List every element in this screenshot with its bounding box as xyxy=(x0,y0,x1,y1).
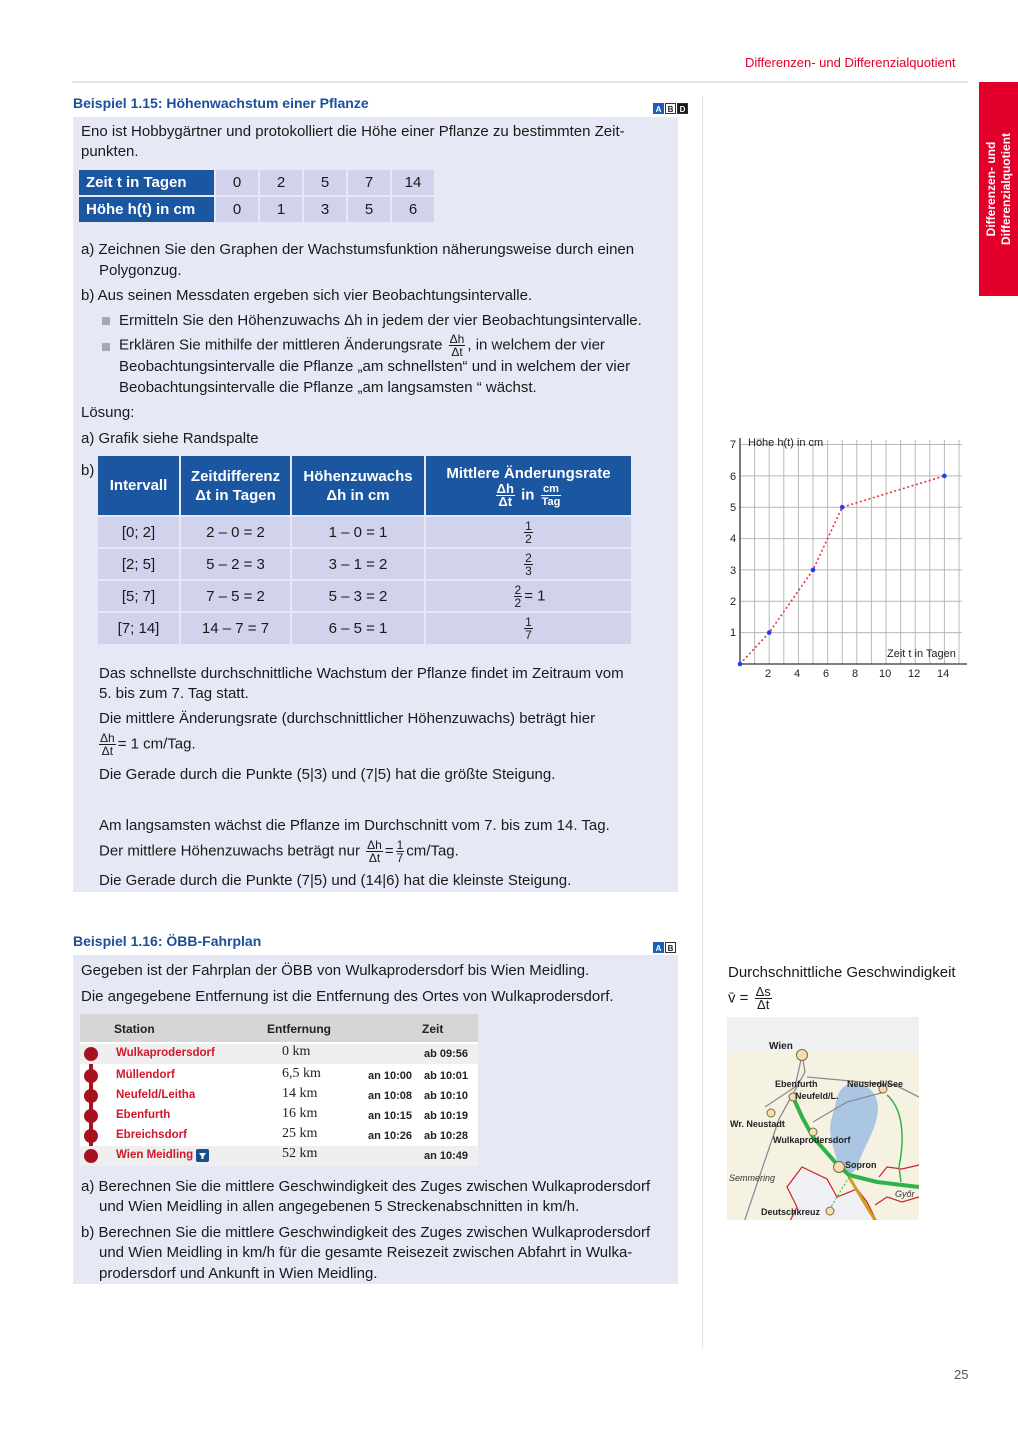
solution-label: Lösung: xyxy=(81,404,135,421)
departure: ab 09:56 xyxy=(424,1048,469,1060)
arrival: an 10:15 xyxy=(368,1110,413,1122)
t-value: 7 xyxy=(346,170,390,195)
timetable-row xyxy=(80,1044,478,1064)
rate-fraction: $\frac{\Delta h}{\Delta t}$ xyxy=(449,332,465,359)
col-header-time: Zeit xyxy=(422,1022,444,1036)
dt-cell: 7 – 5 = 2 xyxy=(180,580,291,612)
competency-badges-1-16 xyxy=(653,942,676,953)
col-header-time-diff: Zeitdifferenz Δt in Tagen xyxy=(180,456,291,516)
intro-line-2: punkten. xyxy=(81,143,139,160)
svg-text:Neufeld/L.: Neufeld/L. xyxy=(795,1091,839,1101)
solution-b-label: b) xyxy=(81,462,95,479)
side-tab-line-1: Differenzen- und xyxy=(983,141,998,237)
svg-text:14: 14 xyxy=(937,668,950,680)
task-a-line-2: und Wien Meidling in allen angegebenen 5 Streckenabschnitten in km/h. xyxy=(99,1198,580,1215)
rate-cell: $\frac{1}{2}$ xyxy=(425,516,631,548)
col-header-rate: Mittlere Änderungsrate $\frac{\Delta h}{\Delta t}$ in $\frac{cm}{\text{Tag}}$ xyxy=(425,456,631,516)
railway-map xyxy=(727,1017,919,1220)
intro-line-2: Die angegebene Entfernung ist die Entfernung des Ortes von Wulkaprodersdorf. xyxy=(81,988,614,1005)
margin-note-formula: v̄ = $\frac{\Delta s}{\Delta t}$ xyxy=(728,984,771,1012)
timetable-row xyxy=(80,1126,478,1146)
header-divider xyxy=(72,81,968,83)
dt-cell: 14 – 7 = 7 xyxy=(180,612,291,644)
height-growth-chart xyxy=(722,432,972,682)
solution-a: a) Grafik siehe Randspalte xyxy=(81,430,259,447)
timetable-row xyxy=(80,1066,478,1086)
distance: 0 km xyxy=(282,1044,311,1059)
interval-cell: [0; 2] xyxy=(98,516,180,548)
svg-text:3: 3 xyxy=(730,565,737,577)
departure: ab 10:01 xyxy=(424,1070,469,1082)
svg-text:Wr. Neustadt: Wr. Neustadt xyxy=(730,1119,785,1129)
station-dot-icon xyxy=(84,1129,98,1143)
task-b-line-2: und Wien Meidling in km/h für die gesamte Reisezeit zwischen Abfahrt in Wulka- xyxy=(99,1244,633,1261)
measurement-table xyxy=(79,168,434,224)
distance: 14 km xyxy=(282,1086,318,1101)
station-dot-icon xyxy=(84,1149,98,1163)
arrival: an 10:26 xyxy=(368,1130,413,1142)
dh-cell: 6 – 5 = 1 xyxy=(291,612,425,644)
task-a-line-2: Polygonzug. xyxy=(99,262,182,279)
margin-column-divider xyxy=(702,96,703,1348)
distance: 25 km xyxy=(282,1126,318,1141)
task-b-bullet-2-line-3: Beobachtungsintervalle die Pflanze „am langsamsten “ wächst. xyxy=(119,379,537,396)
side-tab-line-2: Differenzialquotient xyxy=(998,132,1013,246)
svg-text:Győr: Győr xyxy=(895,1189,915,1199)
task-b-bullet-2-line-1 xyxy=(119,333,605,358)
h-value: 3 xyxy=(302,197,346,222)
svg-text:5: 5 xyxy=(730,502,737,514)
svg-text:4: 4 xyxy=(730,533,737,545)
svg-text:Zeit t in Tagen: Zeit t in Tagen xyxy=(887,648,956,660)
dh-cell: 3 – 1 = 2 xyxy=(291,548,425,580)
table-row xyxy=(98,548,631,580)
svg-text:1: 1 xyxy=(730,627,737,639)
station-name: Ebreichsdorf xyxy=(116,1129,187,1141)
conclusion-2: 5. bis zum 7. Tag statt. xyxy=(99,685,249,702)
interval-cell: [7; 14] xyxy=(98,612,180,644)
t-value: 0 xyxy=(214,170,258,195)
conclusion-1: Das schnellste durchschnittliche Wachstum der Pflanze findet im Zeitraum vom xyxy=(99,665,624,682)
page-number: 25 xyxy=(954,1367,969,1382)
badge-a: A xyxy=(653,103,664,114)
col-header-distance: Entfernung xyxy=(267,1022,331,1036)
svg-text:10: 10 xyxy=(879,668,892,680)
row-header-height: Höhe h(t) in cm xyxy=(79,197,214,222)
task-b-bullet-1: Ermitteln Sie den Höhenzuwachs Δh in jedem der vier Beobachtungsintervalle. xyxy=(119,312,642,329)
badge-b: B xyxy=(665,942,676,953)
timetable-row xyxy=(80,1106,478,1126)
svg-text:12: 12 xyxy=(908,668,921,680)
svg-text:Wulkaprodersdorf: Wulkaprodersdorf xyxy=(773,1135,851,1145)
t-value: 5 xyxy=(302,170,346,195)
conclusion-7: Der mittlere Höhenzuwachs beträgt nur $\frac{\Delta h}{\Delta t}$ = $\frac{1}{7}$ cm/Tag. xyxy=(99,838,459,865)
rate-cell: $\frac{2}{3}$ xyxy=(425,548,631,580)
distance: 6,5 km xyxy=(282,1066,321,1081)
train-timetable xyxy=(80,1014,478,1166)
col-header-station: Station xyxy=(114,1022,155,1036)
station-dot-icon xyxy=(84,1069,98,1083)
chapter-side-tab xyxy=(979,82,1018,296)
h-value: 5 xyxy=(346,197,390,222)
table-row-time xyxy=(79,170,434,195)
rate-cell: $\frac{2}{2}$ = 1 xyxy=(425,580,631,612)
table-row xyxy=(98,612,631,644)
example-1-15-title: Beispiel 1.15: Höhenwachstum einer Pflanze xyxy=(73,95,369,111)
intro-line-1: Gegeben ist der Fahrplan der ÖBB von Wulkaprodersdorf bis Wien Meidling. xyxy=(81,962,590,979)
station-dot-icon xyxy=(84,1089,98,1103)
svg-text:6: 6 xyxy=(823,668,830,680)
table-row xyxy=(98,580,631,612)
margin-note-title: Durchschnittliche Geschwindigkeit xyxy=(728,964,956,981)
h-value: 0 xyxy=(214,197,258,222)
bullet-square-icon xyxy=(102,317,110,325)
conclusion-4: $\frac{\Delta h}{\Delta t}$ = 1 cm/Tag. xyxy=(100,731,196,758)
svg-text:6: 6 xyxy=(730,471,737,483)
dh-cell: 1 – 0 = 1 xyxy=(291,516,425,548)
col-header-height-gain: Höhenzuwachs Δh in cm xyxy=(291,456,425,516)
svg-text:Ebenfurth: Ebenfurth xyxy=(775,1079,818,1089)
dh-cell: 5 – 3 = 2 xyxy=(291,580,425,612)
intro-line-1: Eno ist Hobbygärtner und protokolliert die Höhe einer Pflanze zu bestimmten Zeit- xyxy=(81,123,625,140)
station-dot-icon xyxy=(84,1047,98,1061)
station-name: Wien Meidling xyxy=(116,1149,194,1161)
conclusion-3: Die mittlere Änderungsrate (durchschnittlicher Höhenzuwachs) beträgt hier xyxy=(99,710,596,727)
running-head-title: Differenzen- und Differenzialquotient xyxy=(745,55,956,70)
row-header-time: Zeit t in Tagen xyxy=(79,170,214,195)
example-1-16-title: Beispiel 1.16: ÖBB-Fahrplan xyxy=(73,933,262,949)
t-value: 2 xyxy=(258,170,302,195)
dt-cell: 5 – 2 = 3 xyxy=(180,548,291,580)
task-b-line-1: b) Berechnen Sie die mittlere Geschwindigkeit des Zuges zwischen Wulkaprodersdorf xyxy=(81,1224,651,1241)
table-row xyxy=(98,516,631,548)
dt-cell: 2 – 0 = 2 xyxy=(180,516,291,548)
conclusion-6: Am langsamsten wächst die Pflanze im Durchschnitt vom 7. bis zum 14. Tag. xyxy=(99,817,610,834)
arrival: an 10:00 xyxy=(368,1070,413,1082)
svg-text:2: 2 xyxy=(765,668,772,680)
interval-cell: [2; 5] xyxy=(98,548,180,580)
svg-text:Semmering: Semmering xyxy=(729,1173,776,1183)
solution-table-header xyxy=(98,456,631,516)
departure: an 10:49 xyxy=(424,1150,469,1162)
h-value: 1 xyxy=(258,197,302,222)
station-name: Neufeld/Leitha xyxy=(116,1089,196,1101)
svg-text:8: 8 xyxy=(852,668,859,680)
task-a-line-1: a) Zeichnen Sie den Graphen der Wachstumsfunktion näherungsweise durch einen xyxy=(81,241,635,258)
badge-d: D xyxy=(677,103,688,114)
station-info-icon[interactable] xyxy=(196,1149,209,1162)
distance: 16 km xyxy=(282,1106,318,1121)
timetable-row xyxy=(80,1086,478,1106)
h-value: 6 xyxy=(390,197,434,222)
map-label-wien: Wien xyxy=(769,1041,793,1052)
conclusion-8: Die Gerade durch die Punkte (7|5) und (14|6) hat die kleinste Steigung. xyxy=(99,872,572,889)
svg-text:Deutschkreuz: Deutschkreuz xyxy=(761,1207,821,1217)
col-header-interval: Intervall xyxy=(98,456,180,516)
task-a-line-1: a) Berechnen Sie die mittlere Geschwindigkeit des Zuges zwischen Wulkaprodersdorf xyxy=(81,1178,651,1195)
svg-text:Sopron: Sopron xyxy=(845,1160,877,1170)
badge-a: A xyxy=(653,942,664,953)
station-name: Ebenfurth xyxy=(116,1109,171,1121)
svg-text:Höhe h(t) in cm: Höhe h(t) in cm xyxy=(748,437,824,449)
svg-text:Neusiedl/See: Neusiedl/See xyxy=(847,1079,904,1089)
departure: ab 10:28 xyxy=(424,1130,469,1142)
timetable-row xyxy=(80,1146,478,1166)
table-row-height xyxy=(79,197,434,222)
bullet-2-text-post: , in welchem der vier xyxy=(467,336,605,354)
svg-text:2: 2 xyxy=(730,596,737,608)
timetable-header xyxy=(80,1014,478,1042)
task-b-bullet-2-line-2: Beobachtungsintervalle die Pflanze „am schnellsten“ und in welchem der vier xyxy=(119,358,631,375)
t-value: 14 xyxy=(390,170,434,195)
arrival: an 10:08 xyxy=(368,1090,413,1102)
departure: ab 10:19 xyxy=(424,1110,469,1122)
station-name: Müllendorf xyxy=(116,1069,175,1081)
bullet-2-text: Erklären Sie mithilfe der mittleren Änderungsrate xyxy=(119,336,443,354)
station-dot-icon xyxy=(84,1109,98,1123)
svg-text:7: 7 xyxy=(730,439,737,451)
badge-b: B xyxy=(665,103,676,114)
task-b-line-3: prodersdorf und Ankunft in Wien Meidling. xyxy=(99,1265,378,1282)
departure: ab 10:10 xyxy=(424,1090,469,1102)
svg-text:4: 4 xyxy=(794,668,801,680)
competency-badges-1-15 xyxy=(653,103,688,114)
rate-cell: $\frac{1}{7}$ xyxy=(425,612,631,644)
solution-table xyxy=(98,456,631,644)
conclusion-5: Die Gerade durch die Punkte (5|3) und (7|5) hat die größte Steigung. xyxy=(99,766,556,783)
interval-cell: [5; 7] xyxy=(98,580,180,612)
station-name: Wulkaprodersdorf xyxy=(116,1047,215,1059)
distance: 52 km xyxy=(282,1146,318,1161)
task-b: b) Aus seinen Messdaten ergeben sich vier Beobachtungsintervalle. xyxy=(81,287,533,304)
bullet-square-icon xyxy=(102,343,110,351)
